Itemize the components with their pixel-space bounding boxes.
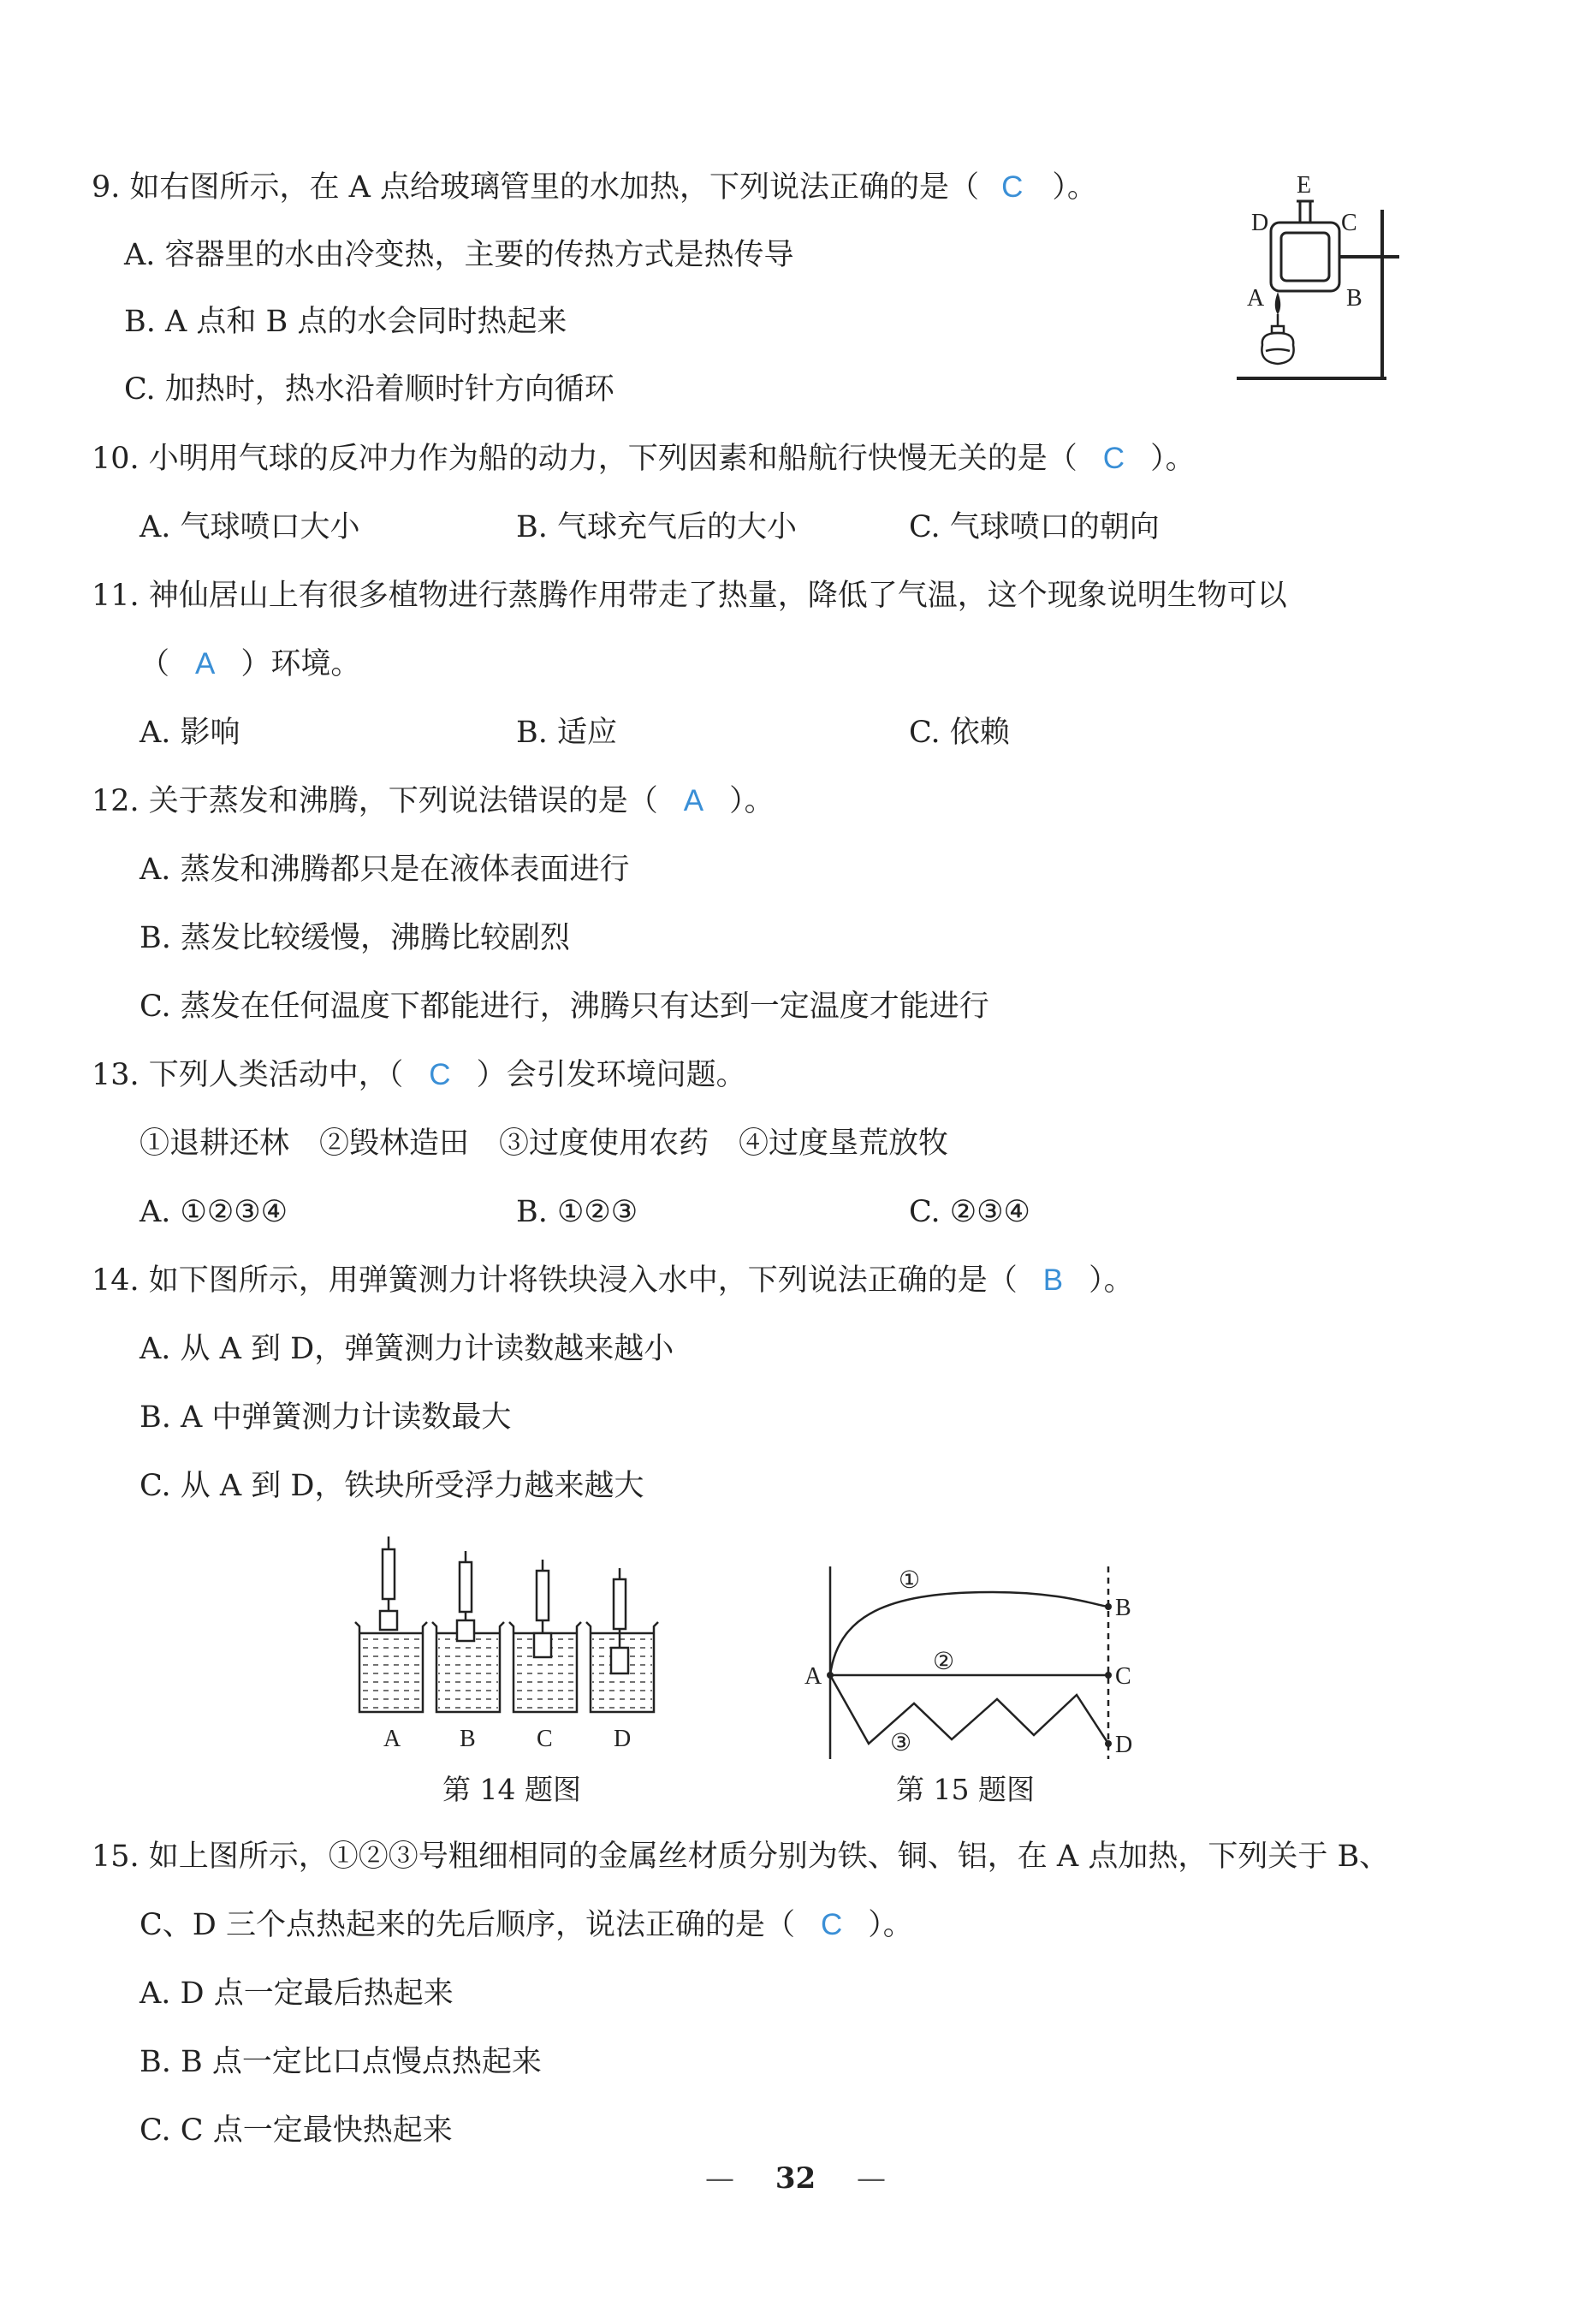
fig15-wire-3-label: ③: [890, 1730, 912, 1756]
q13-stem-text: 13. 下列人类活动中，（: [92, 1058, 404, 1092]
q13-answer: C: [429, 1058, 451, 1091]
q12-stem-text: 12. 关于蒸发和沸腾，下列说法错误的是（: [92, 784, 658, 818]
footer-dash-left: —: [704, 2161, 734, 2196]
q11-option-a: A. 影响: [140, 716, 240, 750]
q9-label-c: C: [1341, 210, 1357, 236]
q15-answer: C: [820, 1908, 843, 1941]
q12-option-a: A. 蒸发和沸腾都只是在液体表面进行: [140, 853, 630, 887]
fig15-wire-2-label: ②: [933, 1649, 955, 1675]
q12-answer: A: [683, 784, 704, 817]
beaker-c: [509, 1560, 581, 1712]
q15-close: ）。: [868, 1908, 913, 1942]
fig15-point-d: D: [1115, 1732, 1133, 1758]
fig15-caption: 第 15 题图: [896, 1773, 1035, 1806]
fig14-label-c: C: [537, 1726, 553, 1752]
fig14-caption: 第 14 题图: [442, 1773, 581, 1806]
q14-option-c: C. 从 A 到 D，铁块所受浮力越来越大: [140, 1469, 644, 1503]
q10-stem: [92, 438, 1196, 479]
q15-option-a: A. D 点一定最后热起来: [140, 1976, 454, 2011]
q9-label-a: A: [1247, 285, 1265, 312]
beaker-a: [355, 1536, 427, 1712]
q14-stem: [92, 1260, 1134, 1301]
fig14-label-a: A: [383, 1726, 401, 1752]
q13-stem: [92, 1055, 746, 1096]
fig14-label-d: D: [614, 1726, 632, 1752]
q11-close: ）环境。: [240, 647, 361, 681]
beaker-b: [432, 1551, 504, 1712]
q13-option-a: A. ①②③④: [140, 1195, 288, 1229]
q9-option-c: C. 加热时，热水沿着顺时针方向循环: [124, 372, 614, 407]
fig15-wire-1-label: ①: [899, 1567, 921, 1594]
q9-answer: C: [1001, 170, 1024, 204]
q15-option-b: B. B 点一定比口点慢点热起来: [140, 2045, 542, 2079]
fig15-wires: [787, 1558, 1147, 1763]
q13-options: [0, 1192, 1591, 1233]
fig15-point-b: B: [1115, 1595, 1131, 1621]
q10-stem-text: 10. 小明用气球的反冲力作为船的动力，下列因素和船航行快慢无关的是（: [92, 442, 1077, 476]
q9-label-d: D: [1251, 210, 1269, 236]
q11-options: [0, 712, 1591, 753]
q9-close: ）。: [1052, 170, 1097, 205]
q15-stem-line1: 15. 如上图所示，①②③号粗细相同的金属丝材质分别为铁、铜、铝，在 A 点加热，下列关于 B、: [92, 1840, 1390, 1874]
beaker-d: [586, 1568, 658, 1712]
q13-option-c: C. ②③④: [909, 1195, 1030, 1229]
q9-stem: [92, 167, 1097, 208]
glass-tube-loop: [1271, 201, 1339, 291]
q15-stem-text: C、D 三个点热起来的先后顺序，说法正确的是（: [140, 1908, 795, 1942]
wire-1: [830, 1592, 1108, 1675]
q14-answer: B: [1042, 1263, 1064, 1297]
q14-option-b: B. A 中弹簧测力计读数最大: [140, 1400, 512, 1435]
q10-option-a: A. 气球喷口大小: [140, 510, 360, 544]
q11-option-b: B. 适应: [516, 716, 617, 750]
q14-stem-text: 14. 如下图所示，用弹簧测力计将铁块浸入水中，下列说法正确的是（: [92, 1263, 1018, 1298]
q11-option-c: C. 依赖: [909, 716, 1010, 750]
q15-option-c: C. C 点一定最快热起来: [140, 2113, 453, 2148]
q10-answer: C: [1102, 442, 1125, 475]
q9-stem-text: 9. 如右图所示，在 A 点给玻璃管里的水加热，下列说法正确的是（: [92, 170, 980, 205]
page-number: 32: [775, 2161, 816, 2196]
q14-close: ）。: [1089, 1263, 1134, 1298]
q12-option-c: C. 蒸发在任何温度下都能进行，沸腾只有达到一定温度才能进行: [140, 990, 989, 1024]
q10-option-c: C. 气球喷口的朝向: [909, 510, 1160, 544]
wire-3: [830, 1675, 1108, 1744]
q11-stem-cont: [140, 644, 360, 685]
q12-close: ）。: [729, 784, 775, 818]
q11-answer: A: [195, 647, 216, 681]
fig14-label-b: B: [460, 1726, 476, 1752]
q12-option-b: B. 蒸发比较缓慢，沸腾比较剧烈: [140, 921, 570, 955]
q9-option-b: B. A 点和 B 点的水会同时热起来: [124, 305, 567, 339]
q13-option-b: B. ①②③: [516, 1195, 638, 1229]
q10-options: [0, 507, 1591, 548]
q10-close: ）。: [1150, 442, 1196, 476]
q9-option-a: A. 容器里的水由冷变热，主要的传热方式是热传导: [124, 238, 794, 272]
page-number-footer: [0, 2161, 1591, 2196]
q9-label-b: B: [1346, 285, 1362, 312]
fig15-point-c: C: [1115, 1663, 1131, 1690]
q15-stem-line2: [140, 1905, 913, 1946]
q10-option-b: B. 气球充气后的大小: [516, 510, 797, 544]
q11-open: （: [140, 647, 170, 681]
q9-figure: [1228, 167, 1412, 394]
q13-items: ①退耕还林 ②毁林造田 ③过度使用农药 ④过度垦荒放牧: [140, 1126, 949, 1161]
q12-stem: [92, 781, 775, 822]
q9-label-e: E: [1297, 172, 1312, 199]
footer-dash-right: —: [857, 2161, 886, 2196]
q11-stem: 11. 神仙居山上有很多植物进行蒸腾作用带走了热量，降低了气温，这个现象说明生物可以: [92, 579, 1287, 613]
fig15-point-a: A: [804, 1663, 822, 1690]
fig14-beakers: [351, 1532, 676, 1763]
alcohol-lamp-icon: [1262, 295, 1293, 364]
q14-option-a: A. 从 A 到 D，弹簧测力计读数越来越小: [140, 1332, 674, 1366]
q13-close: ）会引发环境问题。: [476, 1058, 746, 1092]
